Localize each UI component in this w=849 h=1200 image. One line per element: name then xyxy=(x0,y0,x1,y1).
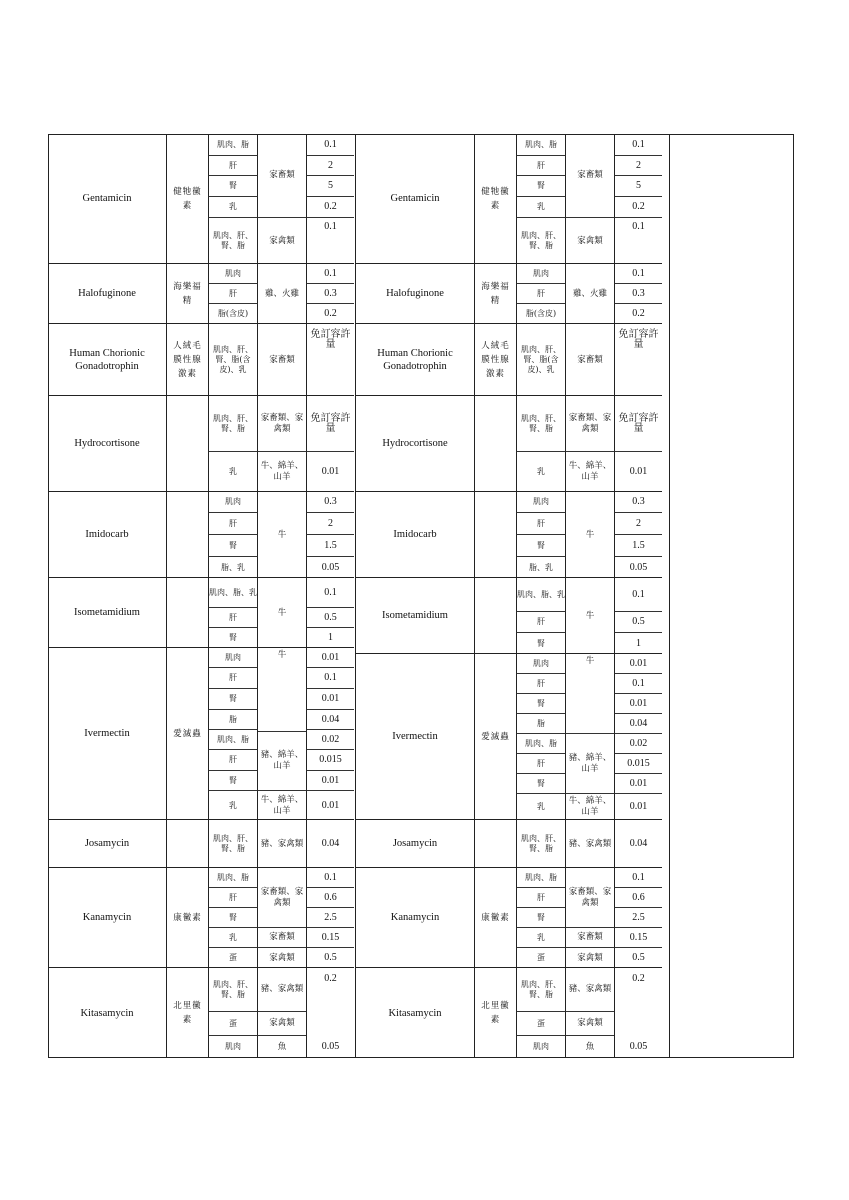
tissue-cell: 腎 xyxy=(516,633,566,654)
tissue-cell: 肌肉、肝、腎、脂 xyxy=(516,218,566,264)
drug-name: Human Chorionic Gonadotrophin xyxy=(377,347,453,372)
value-cell: 0.15 xyxy=(614,928,662,948)
value-cell: 0.2 xyxy=(306,197,354,218)
tissue-cell: 肌肉、脂 xyxy=(516,134,566,156)
value-cell: 0.3 xyxy=(614,492,662,513)
tissue-cell: 肌肉、脂、乳 xyxy=(516,578,566,612)
drug-chinese-name: 人絨毛膜性腺激素 xyxy=(166,324,208,395)
value-cell: 0.1 xyxy=(614,868,662,888)
species-cell: 豬、家禽類 xyxy=(258,968,306,1012)
value-cell: 0.6 xyxy=(306,888,354,908)
tissue-cell: 乳 xyxy=(208,928,258,948)
block-kanamycin xyxy=(48,868,354,968)
drug-chinese-name: 北里黴素 xyxy=(166,968,208,1058)
species-cell: 家禽類 xyxy=(269,952,295,963)
tissue-cell: 肝 xyxy=(516,284,566,304)
tissue-cell: 肌肉、肝、腎、脂 xyxy=(516,396,566,452)
drug-name: Isometamidium xyxy=(382,610,448,621)
value-cell: 0.05 xyxy=(306,557,354,578)
species-cell: 家畜類 xyxy=(566,928,614,948)
tissue-cell: 肌肉、肝、腎、脂 xyxy=(516,820,566,868)
drug-chinese-name: 康黴素 xyxy=(166,868,208,967)
tissue-cell: 脂、乳 xyxy=(516,557,566,578)
species-cell: 魚 xyxy=(277,1041,287,1052)
species-cell: 豬、家禽類 xyxy=(568,838,612,849)
value-cell: 2 xyxy=(614,513,662,535)
value-cell: 免訂容許量 xyxy=(306,396,354,452)
block-hydrocortisone xyxy=(48,396,354,492)
drug-chinese-name xyxy=(474,820,516,867)
value-cell: 0.01 xyxy=(614,694,662,714)
species-cell: 牛、綿羊、山羊 xyxy=(260,794,304,816)
value-cell: 0.6 xyxy=(614,888,662,908)
value-cell: 0.1 xyxy=(614,674,662,694)
value-cell: 0.2 xyxy=(306,968,354,1036)
species-cell: 牛 xyxy=(277,607,287,618)
left-table xyxy=(48,134,354,1058)
species-cell: 牛、綿羊、山羊 xyxy=(568,796,612,817)
drug-name: Ivermectin xyxy=(84,728,130,739)
tissue-cell: 肝 xyxy=(208,888,258,908)
tissue-cell: 乳 xyxy=(516,452,566,492)
block-imidocarb xyxy=(356,492,662,578)
value-cell: 0.01 xyxy=(306,452,354,492)
drug-chinese-name: 愛滅蟲 xyxy=(474,654,516,819)
tissue-cell: 脂(含皮) xyxy=(208,304,258,324)
tissue-cell: 腎 xyxy=(516,694,566,714)
value-cell: 0.1 xyxy=(614,264,662,284)
tissue-cell: 肌肉 xyxy=(208,492,258,513)
value-cell: 0.2 xyxy=(614,304,662,324)
value-cell: 免訂容許量 xyxy=(614,324,662,396)
tissue-cell: 乳 xyxy=(208,197,258,218)
species-cell: 牛 xyxy=(258,648,306,732)
species-cell: 豬、綿羊、山羊 xyxy=(258,732,306,791)
drug-chinese-name: 人絨毛膜性腺激素 xyxy=(474,324,516,395)
tissue-cell: 肌肉、脂 xyxy=(516,734,566,754)
value-cell: 0.015 xyxy=(614,754,662,774)
block-hydrocortisone xyxy=(356,396,662,492)
drug-name: Ivermectin xyxy=(392,731,438,742)
tissue-cell: 腎 xyxy=(208,628,258,648)
drug-chinese-name xyxy=(166,578,208,647)
tissue-cell: 蛋 xyxy=(208,1012,258,1036)
tissue-cell: 脂 xyxy=(516,714,566,734)
tissue-cell: 腎 xyxy=(516,774,566,794)
value-cell: 0.04 xyxy=(614,820,662,868)
tissue-cell: 肌肉 xyxy=(208,648,258,668)
value-cell: 1.5 xyxy=(306,535,354,557)
value-cell: 免訂容許量 xyxy=(306,324,354,396)
drug-name: Halofuginone xyxy=(78,288,136,299)
block-kitasamycin xyxy=(48,968,354,1058)
species-cell: 家畜類、家禽類 xyxy=(258,868,306,928)
value-cell: 0.2 xyxy=(614,968,662,1036)
species-cell: 雞、火雞 xyxy=(264,288,299,299)
block-human-chorionic-gonadotrophin xyxy=(48,324,354,396)
drug-chinese-name: 愛滅蟲 xyxy=(166,648,208,819)
tissue-cell: 肝 xyxy=(208,284,258,304)
species-cell: 豬、綿羊、山羊 xyxy=(566,734,614,794)
value-cell: 2 xyxy=(614,156,662,176)
tissue-cell: 腎 xyxy=(516,176,566,197)
value-cell: 0.1 xyxy=(306,868,354,888)
tissue-cell: 脂(含皮) xyxy=(516,304,566,324)
drug-chinese-name xyxy=(166,396,208,491)
tissue-cell: 肌肉 xyxy=(208,264,258,284)
tissue-cell: 肝 xyxy=(516,674,566,694)
value-cell: 0.04 xyxy=(306,710,354,730)
drug-chinese-name: 康黴素 xyxy=(474,868,516,967)
species-cell: 家禽類 xyxy=(566,1012,614,1036)
tissue-cell: 肝 xyxy=(208,608,258,628)
tissue-cell: 肝 xyxy=(516,888,566,908)
value-cell: 1 xyxy=(614,633,662,654)
tissue-cell: 腎 xyxy=(516,908,566,928)
drug-name: Halofuginone xyxy=(386,288,444,299)
tissue-cell: 肌肉、肝、腎、脂(含皮)、乳 xyxy=(516,324,566,396)
tissue-cell: 乳 xyxy=(516,928,566,948)
species-cell: 家畜類 xyxy=(258,134,306,218)
tissue-cell: 肌肉、肝、腎、脂 xyxy=(208,968,258,1012)
drug-name: Kanamycin xyxy=(82,912,132,923)
value-cell: 0.3 xyxy=(614,284,662,304)
species-cell: 家畜類、家禽類 xyxy=(566,868,614,928)
drug-chinese-name: 海樂福精 xyxy=(474,264,516,323)
value-cell: 0.5 xyxy=(306,948,354,968)
species-cell: 家畜類 xyxy=(258,928,306,948)
species-cell: 雞、火雞 xyxy=(572,288,607,299)
value-cell: 0.01 xyxy=(306,689,354,710)
tissue-cell: 肌肉 xyxy=(516,264,566,284)
value-cell: 0.3 xyxy=(306,492,354,513)
value-cell: 免訂容許量 xyxy=(614,396,662,452)
value-cell: 0.1 xyxy=(306,668,354,689)
tissue-cell: 肝 xyxy=(516,612,566,633)
block-ivermectin xyxy=(48,648,354,820)
species-cell: 魚 xyxy=(585,1041,595,1052)
value-cell: 0.01 xyxy=(614,794,662,820)
species-cell: 家畜類、家禽類 xyxy=(566,396,614,452)
value-cell: 0.5 xyxy=(306,608,354,628)
tissue-cell: 肌肉 xyxy=(516,1036,566,1058)
drug-name: Kitasamycin xyxy=(388,1007,442,1019)
value-cell: 1 xyxy=(306,628,354,648)
drug-chinese-name: 健牠黴素 xyxy=(474,134,516,263)
value-cell: 2.5 xyxy=(614,908,662,928)
block-ivermectin xyxy=(356,654,662,820)
tissue-cell: 腎 xyxy=(516,535,566,557)
tissue-cell: 肌肉、肝、腎、脂 xyxy=(208,218,258,264)
value-cell: 0.05 xyxy=(614,1036,662,1058)
species-cell: 家畜類、家禽類 xyxy=(258,396,306,452)
value-cell: 0.02 xyxy=(614,734,662,754)
drug-chinese-name: 健牠黴素 xyxy=(166,134,208,263)
species-cell: 家畜類 xyxy=(577,354,603,365)
value-cell: 0.5 xyxy=(614,948,662,968)
value-cell: 0.1 xyxy=(306,134,354,156)
drug-name: Hydrocortisone xyxy=(74,438,140,449)
drug-chinese-name xyxy=(166,492,208,577)
value-cell: 0.01 xyxy=(306,771,354,791)
tissue-cell: 肝 xyxy=(516,513,566,535)
drug-chinese-name xyxy=(166,820,208,867)
species-cell: 牛 xyxy=(566,654,614,734)
drug-name: Kanamycin xyxy=(390,912,440,923)
drug-name: Gentamicin xyxy=(390,193,440,204)
tissue-cell: 肌肉 xyxy=(516,654,566,674)
block-kanamycin xyxy=(356,868,662,968)
tissue-cell: 乳 xyxy=(516,794,566,820)
value-cell: 0.015 xyxy=(306,750,354,771)
value-cell: 0.1 xyxy=(306,578,354,608)
tissue-cell: 蛋 xyxy=(516,1012,566,1036)
right-table xyxy=(356,134,662,1058)
block-human-chorionic-gonadotrophin xyxy=(356,324,662,396)
value-cell: 0.04 xyxy=(306,820,354,868)
species-cell: 牛、綿羊、山羊 xyxy=(260,461,304,482)
tissue-cell: 乳 xyxy=(516,197,566,218)
drug-chinese-name: 海樂福精 xyxy=(166,264,208,323)
value-cell: 0.01 xyxy=(614,452,662,492)
species-cell: 牛 xyxy=(277,529,287,540)
tissue-cell: 蛋 xyxy=(208,948,258,968)
tissue-cell: 肌肉、脂 xyxy=(208,868,258,888)
value-cell: 0.01 xyxy=(306,648,354,668)
value-cell: 0.15 xyxy=(306,928,354,948)
value-cell: 0.2 xyxy=(614,197,662,218)
tissue-cell: 肝 xyxy=(208,668,258,689)
value-cell: 5 xyxy=(306,176,354,197)
tissue-cell: 乳 xyxy=(208,452,258,492)
value-cell: 5 xyxy=(614,176,662,197)
block-gentamicin xyxy=(48,134,354,264)
tissue-cell: 肝 xyxy=(516,156,566,176)
tissue-cell: 肌肉 xyxy=(516,492,566,513)
tissue-cell: 肌肉、脂 xyxy=(516,868,566,888)
tissue-cell: 肝 xyxy=(208,750,258,771)
tissue-cell: 乳 xyxy=(208,791,258,820)
value-cell: 0.2 xyxy=(306,304,354,324)
drug-name: Josamycin xyxy=(392,838,438,849)
species-cell: 家畜類 xyxy=(566,134,614,218)
value-cell: 0.1 xyxy=(614,578,662,612)
block-gentamicin xyxy=(356,134,662,264)
block-isometamidium xyxy=(48,578,354,648)
value-cell: 0.1 xyxy=(614,218,662,264)
block-josamycin xyxy=(48,820,354,868)
value-cell: 2 xyxy=(306,156,354,176)
block-kitasamycin xyxy=(356,968,662,1058)
tissue-cell: 腎 xyxy=(208,908,258,928)
column-divider-right xyxy=(669,135,670,1057)
value-cell: 0.01 xyxy=(614,774,662,794)
block-halofuginone xyxy=(356,264,662,324)
drug-chinese-name xyxy=(474,578,516,653)
value-cell: 2 xyxy=(306,513,354,535)
drug-chinese-name xyxy=(474,492,516,577)
block-halofuginone xyxy=(48,264,354,324)
drug-name: Josamycin xyxy=(84,838,130,849)
value-cell: 0.3 xyxy=(306,284,354,304)
drug-chinese-name: 北里黴素 xyxy=(474,968,516,1058)
tissue-cell: 脂、乳 xyxy=(208,557,258,578)
value-cell: 0.05 xyxy=(306,1036,354,1058)
value-cell: 0.05 xyxy=(614,557,662,578)
tissue-cell: 肌肉、肝、腎、脂 xyxy=(208,820,258,868)
tissue-cell: 肝 xyxy=(208,156,258,176)
tissue-cell: 肝 xyxy=(208,513,258,535)
tissue-cell: 腎 xyxy=(208,771,258,791)
tissue-cell: 肌肉、脂 xyxy=(208,134,258,156)
drug-name: Imidocarb xyxy=(85,529,129,540)
tissue-cell: 腎 xyxy=(208,689,258,710)
value-cell: 0.1 xyxy=(614,134,662,156)
block-isometamidium xyxy=(356,578,662,654)
tissue-cell: 肌肉、脂 xyxy=(208,730,258,750)
drug-name: Kitasamycin xyxy=(80,1007,134,1019)
value-cell: 0.01 xyxy=(614,654,662,674)
value-cell: 0.1 xyxy=(306,264,354,284)
drug-name: Human Chorionic Gonadotrophin xyxy=(69,347,145,372)
value-cell: 0.5 xyxy=(614,612,662,633)
species-cell: 家禽類 xyxy=(258,1012,306,1036)
species-cell: 家畜類 xyxy=(269,354,295,365)
tissue-cell: 肌肉、肝、腎、脂 xyxy=(516,968,566,1012)
value-cell: 0.01 xyxy=(306,791,354,820)
species-cell: 家禽類 xyxy=(577,235,603,246)
tissue-cell: 腎 xyxy=(208,176,258,197)
value-cell: 0.02 xyxy=(306,730,354,750)
tissue-cell: 肌肉 xyxy=(208,1036,258,1058)
species-cell: 豬、家禽類 xyxy=(260,838,304,849)
tissue-cell: 肌肉、肝、腎、脂 xyxy=(208,396,258,452)
drug-name: Imidocarb xyxy=(393,529,437,540)
value-cell: 0.04 xyxy=(614,714,662,734)
tissue-cell: 腎 xyxy=(208,535,258,557)
value-cell: 1.5 xyxy=(614,535,662,557)
species-cell: 豬、家禽類 xyxy=(566,968,614,1012)
value-cell: 0.1 xyxy=(306,218,354,264)
value-cell: 2.5 xyxy=(306,908,354,928)
drug-name: Hydrocortisone xyxy=(382,438,448,449)
tissue-cell: 肌肉、脂、乳 xyxy=(208,578,258,608)
species-cell: 家禽類 xyxy=(577,952,603,963)
tissue-cell: 脂 xyxy=(208,710,258,730)
block-imidocarb xyxy=(48,492,354,578)
block-josamycin xyxy=(356,820,662,868)
tissue-cell: 肝 xyxy=(516,754,566,774)
drug-name: Isometamidium xyxy=(74,607,140,618)
species-cell: 牛 xyxy=(585,610,595,621)
drug-chinese-name xyxy=(474,396,516,491)
species-cell: 家禽類 xyxy=(269,235,295,246)
species-cell: 牛 xyxy=(585,529,595,540)
tissue-cell: 蛋 xyxy=(516,948,566,968)
tissue-cell: 肌肉、肝、腎、脂(含皮)、乳 xyxy=(208,324,258,396)
drug-name: Gentamicin xyxy=(82,193,132,204)
species-cell: 牛、綿羊、山羊 xyxy=(568,461,612,482)
